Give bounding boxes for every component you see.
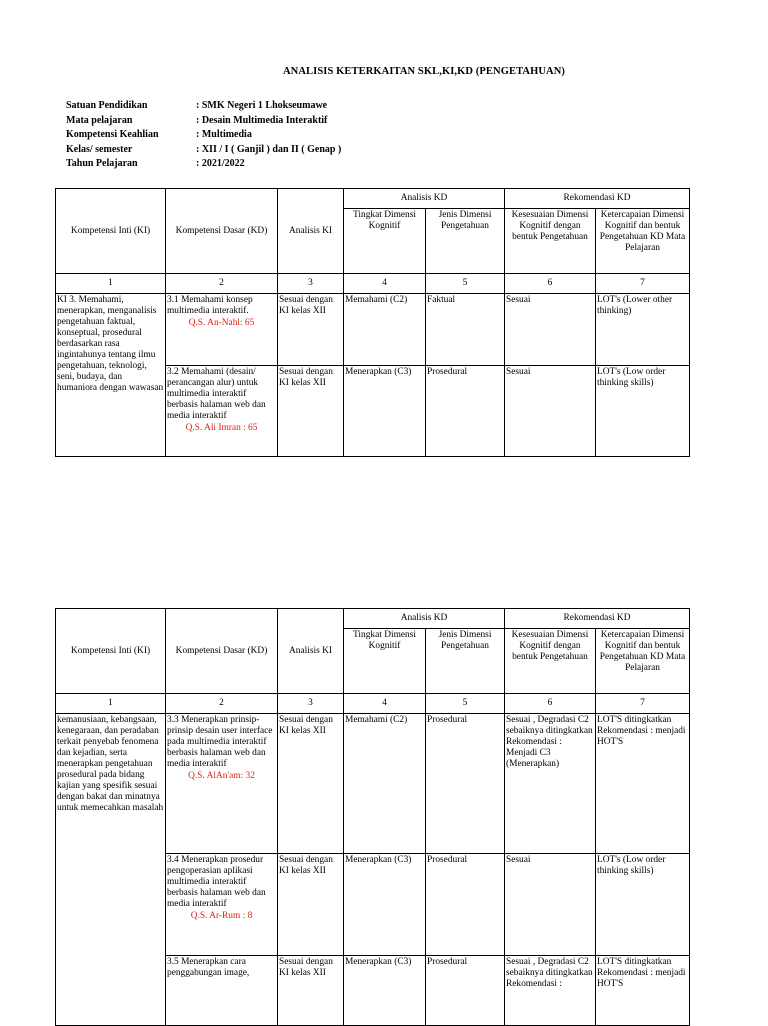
header-tingkat: Tingkat Dimensi Kognitif — [344, 629, 426, 694]
kd-text: Menerapkan prosedur pengoperasian aplikasi multimedia interaktif berbasis halaman web dan media interaktif — [167, 855, 266, 909]
column-number: 1 — [56, 694, 166, 714]
analisis-ki-cell: Sesuai dengan KI kelas XII — [278, 366, 344, 457]
kd-cell — [166, 366, 278, 457]
header-kd: Kompetensi Dasar (KD) — [166, 189, 278, 274]
jenis-cell: Prosedural — [426, 956, 505, 1026]
kd-text: Memahami konsep multimedia interaktif. — [167, 295, 253, 316]
quran-reference: Q.S. AlAn'am: 32 — [188, 771, 255, 781]
column-number: 4 — [344, 274, 426, 294]
ketercapaian-cell: LOT'S ditingkatkan Rekomendasi : menjadi HOT'S — [596, 714, 690, 854]
header-jenis: Jenis Dimensi Pengetahuan — [426, 209, 505, 274]
header-ki: Kompetensi Inti (KI) — [56, 189, 166, 274]
meta-value: : Desain Multimedia Interaktif — [196, 114, 328, 126]
column-number: 3 — [278, 274, 344, 294]
column-number: 3 — [278, 694, 344, 714]
quran-reference: Q.S. Ar-Rum : 8 — [190, 911, 253, 921]
column-number: 4 — [344, 694, 426, 714]
header-jenis: Jenis Dimensi Pengetahuan — [426, 629, 505, 694]
ketercapaian-cell: LOT'S ditingkatkan Rekomendasi : menjadi HOT'S — [596, 956, 690, 1026]
meta-value: : SMK Negeri 1 Lhokseumawe — [196, 100, 328, 111]
tingkat-cell: Menerapkan (C3) — [344, 956, 426, 1026]
quran-reference: Q.S. An-Nahl: 65 — [188, 318, 255, 328]
meta-value: : Multimedia — [196, 129, 252, 140]
ketercapaian-cell: LOT's (Low order thinking skills) — [596, 366, 690, 457]
jenis-cell: Prosedural — [426, 854, 505, 956]
column-number: 2 — [166, 694, 278, 714]
meta-label: Tahun Pelajaran — [66, 158, 138, 169]
ketercapaian-cell: LOT's (Low order thinking skills) — [596, 854, 690, 956]
kesesuaian-cell: Sesuai — [505, 854, 596, 956]
document-meta — [66, 100, 341, 173]
column-number: 5 — [426, 694, 505, 714]
meta-row — [66, 129, 341, 144]
header-analisis-ki: Analisis KI — [278, 189, 344, 274]
meta-label: Kompetensi Keahlian — [66, 129, 159, 140]
column-number: 6 — [505, 274, 596, 294]
kesesuaian-cell: Sesuai , Degradasi C2 sebaiknya ditingkatkan Rekomendasi : Menjadi C3 (Menerapkan) — [505, 714, 596, 854]
ki-cell: kemanusiaan, kebangsaan, kenegaraan, dan peradaban terkait penyebab fenomena dan kejadian, serta menerapkan pengetahuan prosedural pada bidang kajian yang spesifik sesuai dengan bakat dan minatnya untuk memecahkan masalah — [56, 714, 166, 1026]
kd-number: 3.1 — [167, 295, 179, 305]
tingkat-cell: Memahami (C2) — [344, 714, 426, 854]
analisis-ki-cell: Sesuai dengan KI kelas XII — [278, 956, 344, 1026]
column-number: 2 — [166, 274, 278, 294]
header-analisis-kd: Analisis KD — [344, 189, 505, 209]
analisis-ki-cell: Sesuai dengan KI kelas XII — [278, 294, 344, 366]
table-row — [56, 294, 690, 366]
analisis-ki-cell: Sesuai dengan KI kelas XII — [278, 714, 344, 854]
meta-row — [66, 115, 341, 130]
kd-cell — [166, 294, 278, 366]
table-row — [56, 714, 690, 854]
jenis-cell: Prosedural — [426, 366, 505, 457]
header-rekomendasi-kd: Rekomendasi KD — [505, 609, 690, 629]
ketercapaian-cell: LOT's (Lower other thinking) — [596, 294, 690, 366]
column-number: 1 — [56, 274, 166, 294]
meta-label: Satuan Pendidikan — [66, 100, 148, 111]
kd-number: 3.5 — [167, 957, 179, 967]
analysis-table-1 — [55, 188, 690, 457]
tingkat-cell: Menerapkan (C3) — [344, 366, 426, 457]
kd-cell — [166, 854, 278, 956]
tingkat-cell: Memahami (C2) — [344, 294, 426, 366]
jenis-cell: Faktual — [426, 294, 505, 366]
analysis-table-2 — [55, 608, 690, 1026]
header-tingkat: Tingkat Dimensi Kognitif — [344, 209, 426, 274]
kd-cell — [166, 956, 278, 1026]
meta-row — [66, 158, 341, 173]
kesesuaian-cell: Sesuai — [505, 366, 596, 457]
header-ki: Kompetensi Inti (KI) — [56, 609, 166, 694]
analisis-ki-cell: Sesuai dengan KI kelas XII — [278, 854, 344, 956]
document-title: ANALISIS KETERKAITAN SKL,KI,KD (PENGETAHUAN) — [282, 66, 565, 77]
header-analisis-ki: Analisis KI — [278, 609, 344, 694]
kesesuaian-cell: Sesuai — [505, 294, 596, 366]
meta-label: Mata pelajaran — [66, 114, 133, 126]
column-number: 7 — [596, 694, 690, 714]
header-kesesuaian: Kesesuaian Dimensi Kognitif dengan bentuk Pengetahuan — [505, 209, 596, 274]
header-ketercapaian: Ketercapaian Dimensi Kognitif dan bentuk Pengetahuan KD Mata Pelajaran — [596, 629, 690, 694]
header-analisis-kd: Analisis KD — [344, 609, 505, 629]
ki-cell: KI 3. Memahami, menerapkan, menganalisis pengetahuan faktual, konseptual, prosedural berdasarkan rasa ingintahunya tentang ilmu pengetahuan, teknologi, seni, budaya, dan humaniora dengan wawasan — [56, 294, 166, 457]
meta-value: : XII / I ( Ganjil ) dan II ( Genap ) — [196, 143, 342, 155]
tingkat-cell: Menerapkan (C3) — [344, 854, 426, 956]
meta-label: Kelas/ semester — [66, 143, 133, 155]
kd-number: 3.3 — [167, 715, 179, 725]
kd-number: 3.4 — [167, 855, 179, 865]
kd-text: Menerapkan cara penggabungan image, — [167, 957, 250, 978]
jenis-cell: Prosedural — [426, 714, 505, 854]
kesesuaian-cell: Sesuai , Degradasi C2 sebaiknya ditingkatkan Rekomendasi : — [505, 956, 596, 1026]
header-kd: Kompetensi Dasar (KD) — [166, 609, 278, 694]
kd-text: Memahami (desain/ perancangan alur) untuk multimedia interaktif berbasis halaman web dan media interaktif — [167, 367, 266, 421]
column-number: 7 — [596, 274, 690, 294]
kd-cell — [166, 714, 278, 854]
meta-row — [66, 100, 341, 115]
header-ketercapaian: Ketercapaian Dimensi Kognitif dan bentuk Pengetahuan KD Mata Pelajaran — [596, 209, 690, 274]
column-number: 6 — [505, 694, 596, 714]
quran-reference: Q.S. Ali Imran : 65 — [185, 423, 258, 433]
kd-number: 3.2 — [167, 367, 179, 377]
header-kesesuaian: Kesesuaian Dimensi Kognitif dengan bentuk Pengetahuan — [505, 629, 596, 694]
kd-text: Menerapkan prinsip-prinsip desain user interface pada multimedia interaktif berbasis halaman web dan media interaktif — [167, 715, 273, 769]
header-rekomendasi-kd: Rekomendasi KD — [505, 189, 690, 209]
meta-row — [66, 144, 341, 159]
meta-value: : 2021/2022 — [196, 158, 245, 169]
column-number: 5 — [426, 274, 505, 294]
